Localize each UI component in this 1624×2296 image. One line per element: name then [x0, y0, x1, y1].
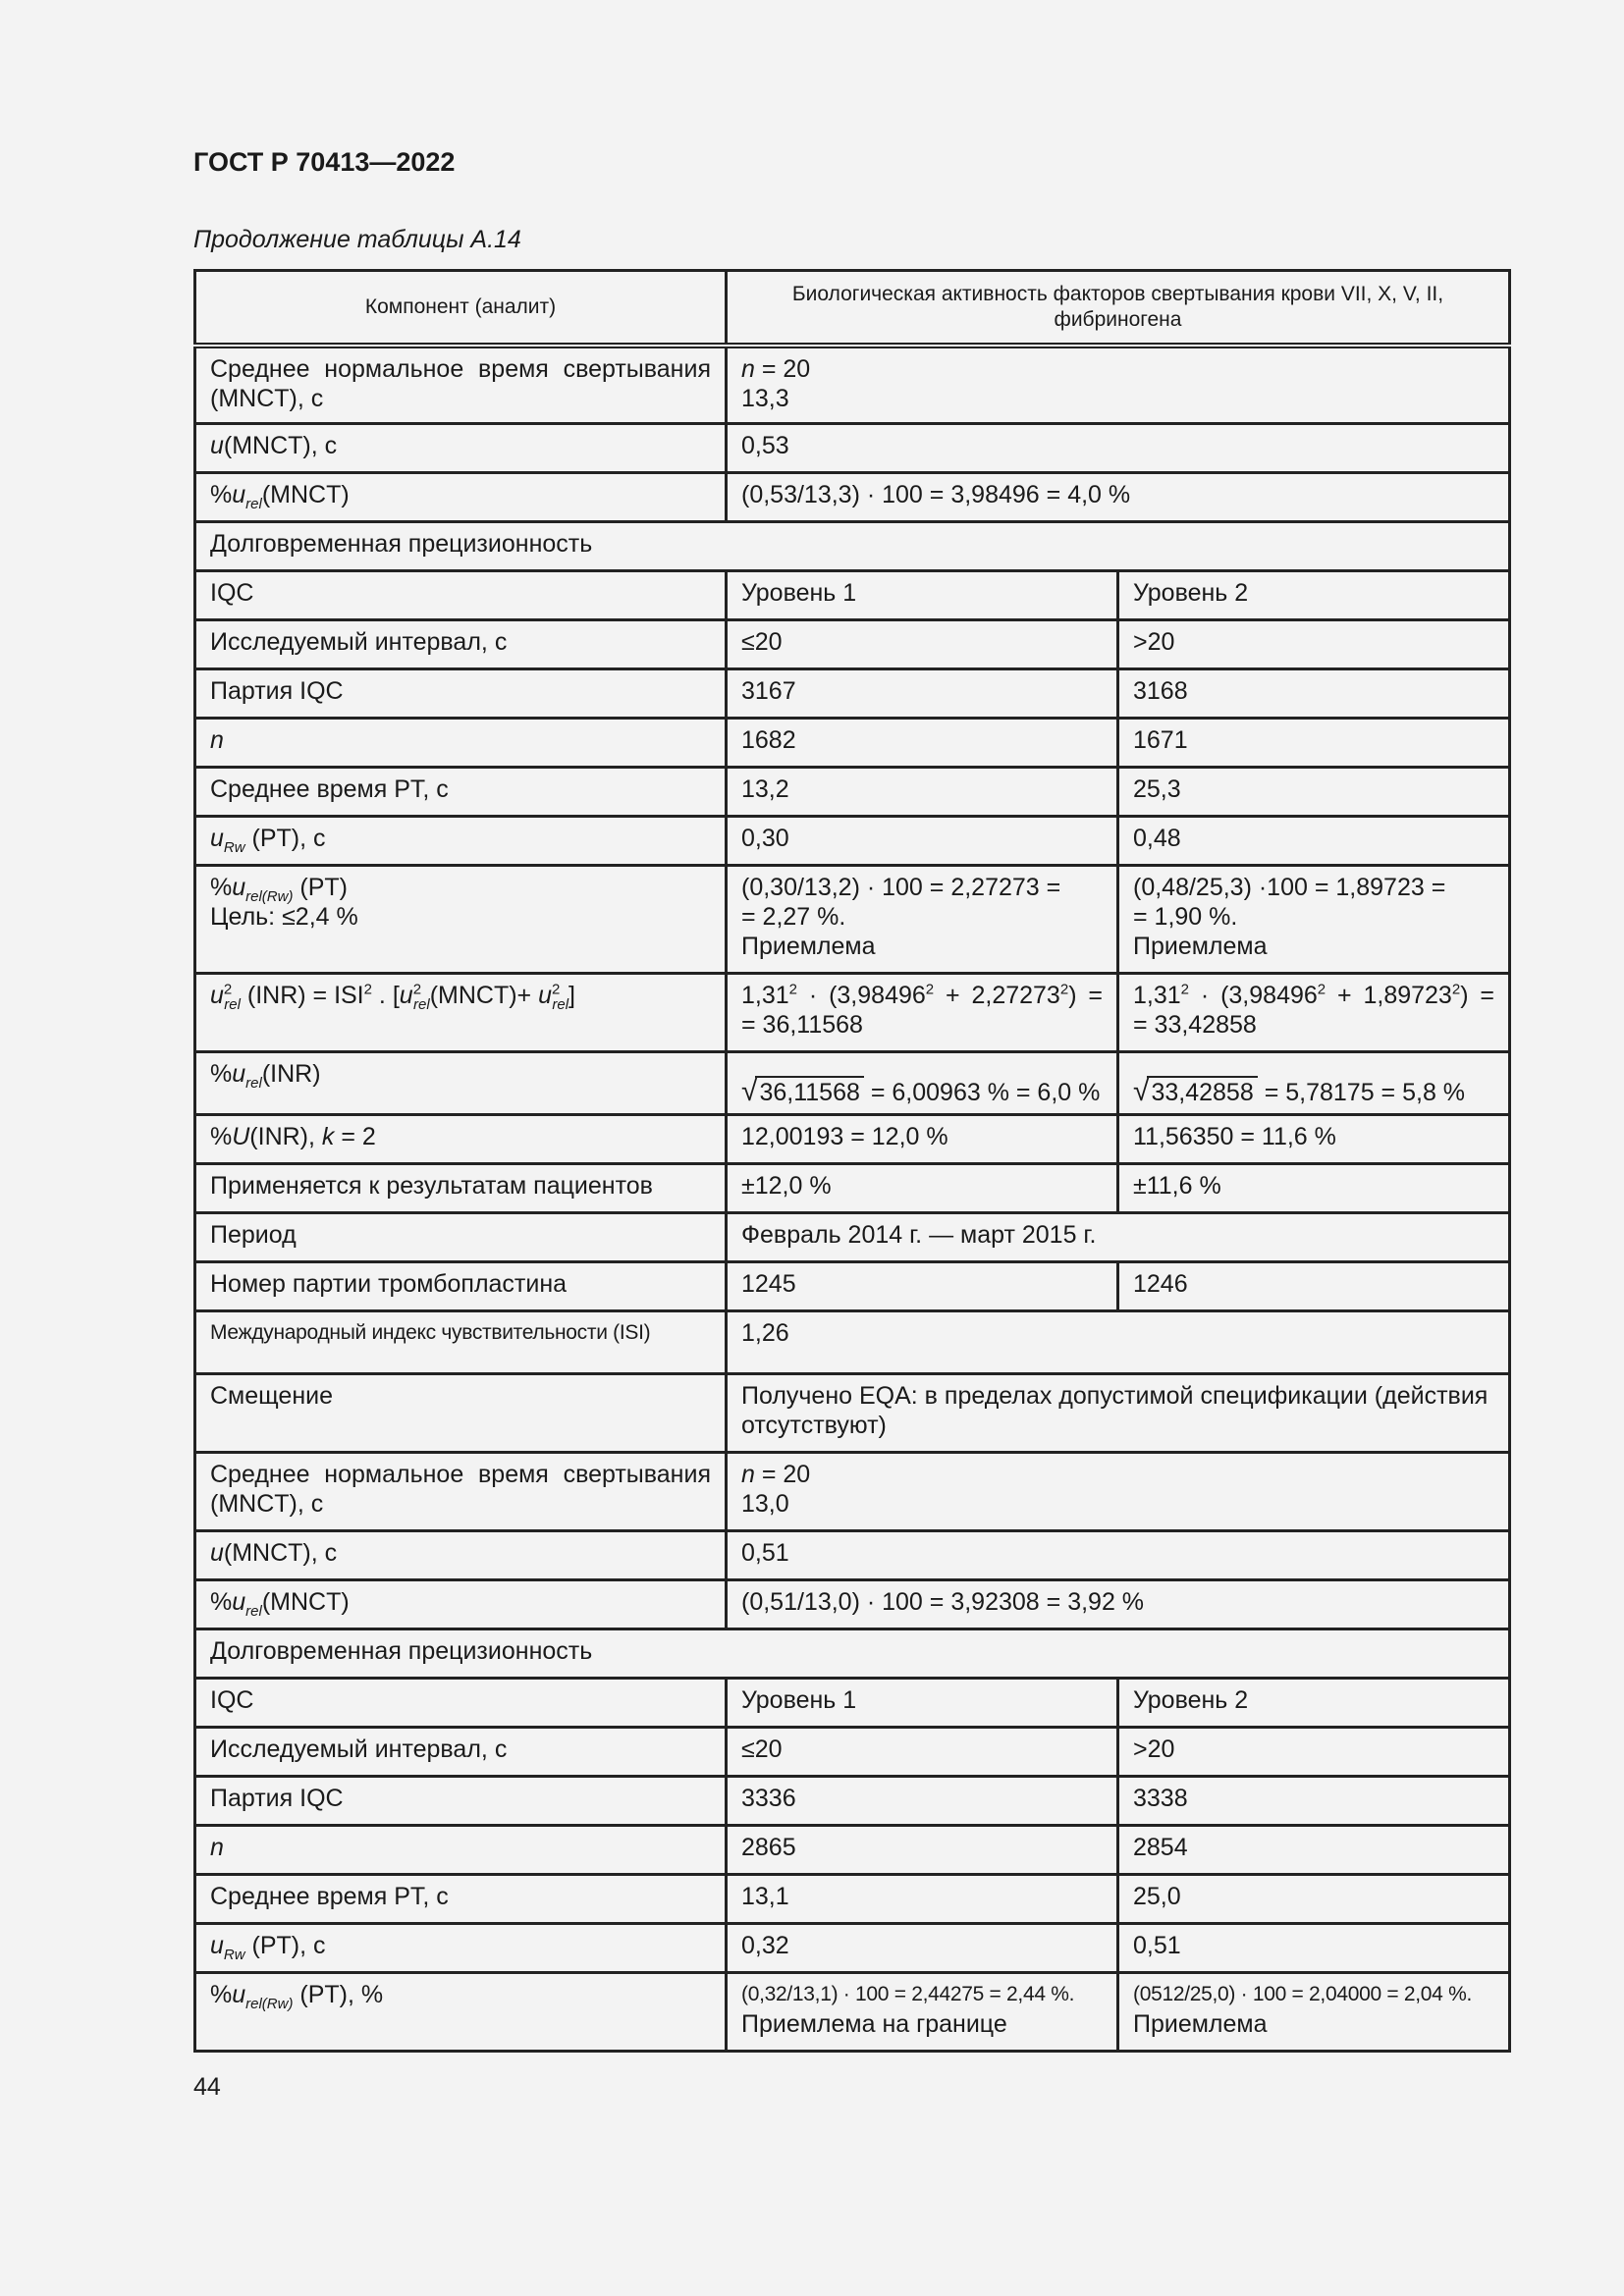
table-row	[195, 1875, 1510, 1924]
table-row	[195, 1213, 1510, 1262]
table-row	[195, 620, 1510, 669]
cell-urel-rw-l2: (0,48/25,3) ·100 = 1,89723 = = 1,90 %. Приемлема	[1118, 866, 1510, 974]
table-row	[195, 1453, 1510, 1531]
sqrt-icon: √	[741, 1075, 758, 1107]
data-table	[193, 269, 1511, 2053]
cell-applied-l2: ±11,6 %	[1118, 1164, 1510, 1213]
row-label-interval: Исследуемый интервал, с	[195, 620, 727, 669]
column-header-activity: Биологическая активность факторов свертывания крови VII, X, V, II, фибриногена	[727, 271, 1510, 346]
row-label-n: n	[195, 1826, 727, 1875]
table-row	[195, 1973, 1510, 2052]
row-label-iqc: IQC	[195, 1679, 727, 1728]
cell-pt-l2: 25,0	[1118, 1875, 1510, 1924]
row-label-pt: Среднее время PT, с	[195, 768, 727, 817]
cell-level2: Уровень 2	[1118, 1679, 1510, 1728]
cell-level2: Уровень 2	[1118, 571, 1510, 620]
row-label-urw: $u_{Rw}$ (PT), с	[195, 1924, 727, 1973]
row-label-bias: Смещение	[195, 1374, 727, 1453]
row-label-urel-mnct: $\%u_{rel}(MNCT)$	[195, 473, 727, 522]
cell-bias: Получено EQA: в пределах допустимой спецификации (действия отсутствуют)	[727, 1374, 1510, 1453]
table-row	[195, 1262, 1510, 1311]
cell-lot-l2: 3338	[1118, 1777, 1510, 1826]
table-row	[195, 1115, 1510, 1164]
cell-u-mnct: 0,53	[727, 424, 1510, 473]
cell-isi: 1,26	[727, 1311, 1510, 1374]
table-row	[195, 1777, 1510, 1826]
row-label-urel-mnct: $\%u_{rel}(MNCT)$	[195, 1580, 727, 1629]
document-header: ГОСТ Р 70413—2022	[193, 147, 456, 177]
row-label-urel-rw: $\%u_{rel(Rw)}$ (PT) Цель: ≤2,4 %	[195, 866, 727, 974]
table-row	[195, 669, 1510, 719]
cell-urel-rw-l1: (0,30/13,2) · 100 = 2,27273 = = 2,27 %. Приемлема	[727, 866, 1118, 974]
cell-sqrt-l1: √36,11568 = 6,00963 % = 6,0 %	[727, 1052, 1118, 1115]
row-label-thrombo: Номер партии тромбопластина	[195, 1262, 727, 1311]
cell-n-l1: 2865	[727, 1826, 1118, 1875]
row-label-iqc: IQC	[195, 571, 727, 620]
cell-applied-l1: ±12,0 %	[727, 1164, 1118, 1213]
table-row	[195, 522, 1510, 571]
row-label-mnct: Среднее нормальное время свертывания (MNCT), с	[195, 346, 727, 424]
cell-U-l1: 12,00193 = 12,0 %	[727, 1115, 1118, 1164]
row-label-n: n	[195, 719, 727, 768]
section-precision: Долговременная прецизионность	[195, 1629, 1510, 1679]
table-row	[195, 571, 1510, 620]
table-row	[195, 719, 1510, 768]
row-label-interval: Исследуемый интервал, с	[195, 1728, 727, 1777]
cell-inr-l1: $1,31^2 \cdot (3,98496^2 + 2,27273^2)$ = = 36,11568	[727, 974, 1118, 1052]
cell-urw-l1: 0,30	[727, 817, 1118, 866]
table-row	[195, 424, 1510, 473]
cell-urel-mnct: (0,53/13,3) · 100 = 3,98496 = 4,0 %	[727, 473, 1510, 522]
row-label-lot: Партия IQC	[195, 669, 727, 719]
table-row	[195, 346, 1510, 424]
table-row	[195, 1052, 1510, 1115]
row-label-u-mnct: u(MNCT), с	[195, 424, 727, 473]
row-label-u-mnct: u(MNCT), с	[195, 1531, 727, 1580]
table-caption: Продолжение таблицы А.14	[193, 226, 521, 253]
row-label-isi: Международный индекс чувствительности (ISI)	[195, 1311, 727, 1374]
cell-sqrt-l2: √33,42858 = 5,78175 = 5,8 %	[1118, 1052, 1510, 1115]
table-row	[195, 1924, 1510, 1973]
cell-urel-rw-l2: (0512/25,0) · 100 = 2,04000 = 2,04 %. Приемлема	[1118, 1973, 1510, 2052]
table-row	[195, 768, 1510, 817]
cell-pt-l1: 13,1	[727, 1875, 1118, 1924]
row-label-lot: Партия IQC	[195, 1777, 727, 1826]
cell-lot-l1: 3336	[727, 1777, 1118, 1826]
cell-interval-l2: >20	[1118, 620, 1510, 669]
table-row	[195, 817, 1510, 866]
table-row	[195, 1164, 1510, 1213]
column-header-component: Компонент (аналит)	[195, 271, 727, 346]
row-label-period: Период	[195, 1213, 727, 1262]
cell-n-l2: 1671	[1118, 719, 1510, 768]
cell-lot-l2: 3168	[1118, 669, 1510, 719]
table-row	[195, 1629, 1510, 1679]
section-precision: Долговременная прецизионность	[195, 522, 1510, 571]
cell-urw-l2: 0,51	[1118, 1924, 1510, 1973]
cell-urel-rw-l1: (0,32/13,1) · 100 = 2,44275 = 2,44 %. Приемлема на границе	[727, 1973, 1118, 2052]
row-label-applied: Применяется к результатам пациентов	[195, 1164, 727, 1213]
row-label-urw: $u_{Rw}$ (PT), с	[195, 817, 727, 866]
row-label-pt: Среднее время PT, с	[195, 1875, 727, 1924]
row-label-urel-inr-formula: $u^2_{rel}$ $(INR) = ISI^2$ . $[u^2_{rel}(MNCT)+ u^2_{rel}]$	[195, 974, 727, 1052]
row-label-mnct: Среднее нормальное время свертывания (MNCT), с	[195, 1453, 727, 1531]
sqrt-icon: √	[1133, 1075, 1150, 1107]
cell-pt-l2: 25,3	[1118, 768, 1510, 817]
cell-thrombo-l2: 1246	[1118, 1262, 1510, 1311]
page-number: 44	[193, 2073, 221, 2101]
cell-mnct: n = 20 13,0	[727, 1453, 1510, 1531]
cell-n-l2: 2854	[1118, 1826, 1510, 1875]
row-label-urel-inr: $\%u_{rel}(INR)$	[195, 1052, 727, 1115]
cell-interval-l2: >20	[1118, 1728, 1510, 1777]
table-row	[195, 1679, 1510, 1728]
cell-urw-l1: 0,32	[727, 1924, 1118, 1973]
table-row	[195, 1531, 1510, 1580]
cell-lot-l1: 3167	[727, 669, 1118, 719]
table-row	[195, 1728, 1510, 1777]
table-row	[195, 1374, 1510, 1453]
cell-level1: Уровень 1	[727, 1679, 1118, 1728]
table-row	[195, 1826, 1510, 1875]
cell-interval-l1: ≤20	[727, 620, 1118, 669]
cell-u-mnct: 0,51	[727, 1531, 1510, 1580]
table-row	[195, 1580, 1510, 1629]
cell-n-l1: 1682	[727, 719, 1118, 768]
table-row	[195, 473, 1510, 522]
cell-inr-l2: $1,31^2 \cdot (3,98496^2 + 1,89723^2)$ = = 33,42858	[1118, 974, 1510, 1052]
cell-mnct: n = 20 13,3	[727, 346, 1510, 424]
cell-U-l2: 11,56350 = 11,6 %	[1118, 1115, 1510, 1164]
cell-pt-l1: 13,2	[727, 768, 1118, 817]
row-label-urel-rw: $\%u_{rel(Rw)}$ (PT), %	[195, 1973, 727, 2052]
cell-interval-l1: ≤20	[727, 1728, 1118, 1777]
table-header-row	[195, 271, 1510, 346]
table-row	[195, 866, 1510, 974]
cell-thrombo-l1: 1245	[727, 1262, 1118, 1311]
table-row	[195, 1311, 1510, 1374]
cell-level1: Уровень 1	[727, 571, 1118, 620]
row-label-U-inr: %U(INR), k = 2	[195, 1115, 727, 1164]
table-row	[195, 974, 1510, 1052]
cell-period: Февраль 2014 г. — март 2015 г.	[727, 1213, 1510, 1262]
cell-urw-l2: 0,48	[1118, 817, 1510, 866]
cell-urel-mnct: (0,51/13,0) · 100 = 3,92308 = 3,92 %	[727, 1580, 1510, 1629]
